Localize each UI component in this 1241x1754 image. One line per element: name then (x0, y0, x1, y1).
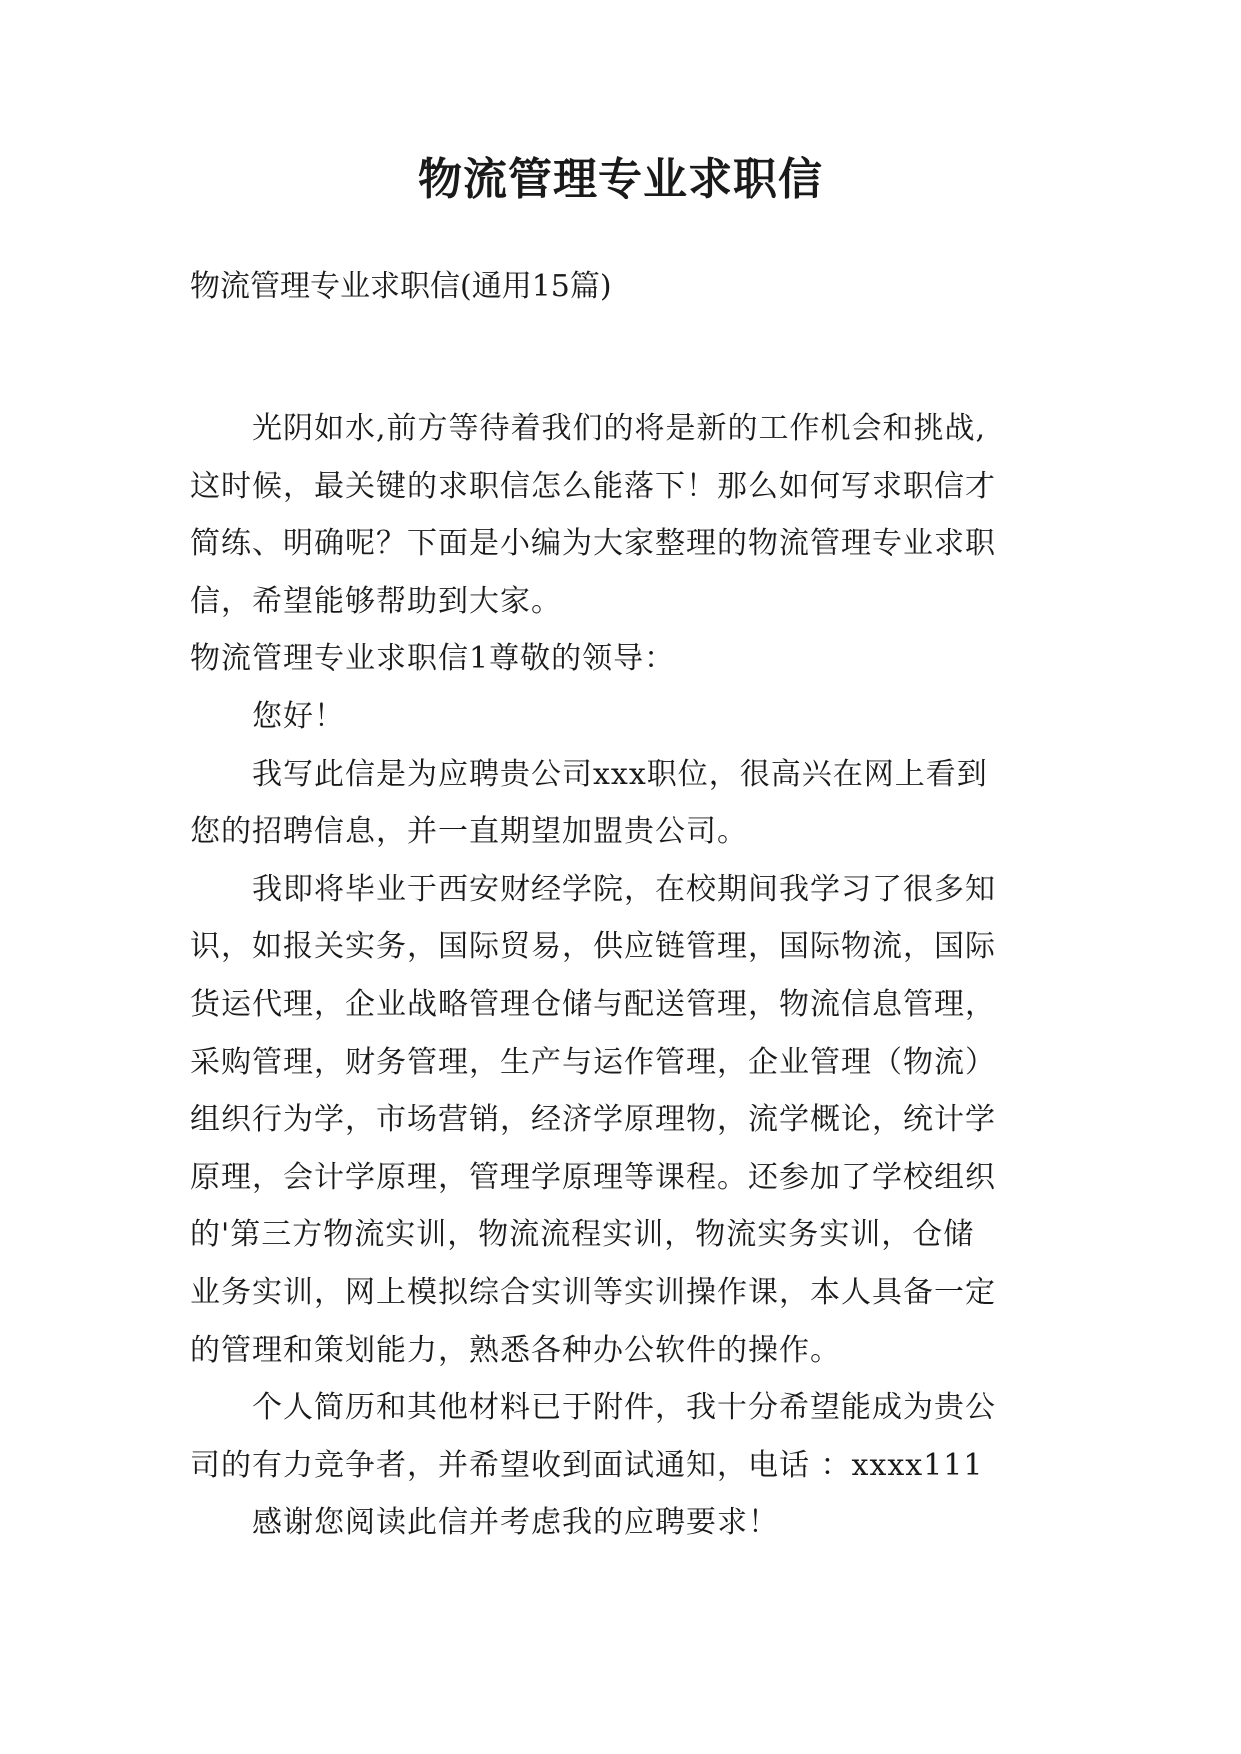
paragraph-line: 组织行为学，市场营销，经济学原理物，流学概论，统计学 (190, 1102, 996, 1138)
greeting-paragraph (190, 688, 1050, 746)
document-title: 物流管理专业求职信 (418, 154, 823, 205)
paragraph-2 (190, 861, 1050, 1379)
paragraph-line: 识，如报关实务，国际贸易，供应链管理，国际物流，国际 (190, 929, 996, 965)
paragraph-line: 的'第三方物流实训，物流流程实训，物流实务实训，仓储 (190, 1217, 975, 1253)
paragraph-line: 的管理和策划能力，熟悉各种办公软件的操作。 (190, 1332, 841, 1368)
letter-heading (190, 630, 1050, 688)
intro-line: 光阴如水,前方等待着我们的将是新的工作机会和挑战, (252, 411, 987, 446)
intro-line: 简练、明确呢？下面是小编为大家整理的物流管理专业求职 (190, 526, 996, 562)
paragraph-1 (190, 746, 1050, 861)
paragraph-3 (190, 1379, 1050, 1494)
paragraph-line: 货运代理，企业战略管理仓储与配送管理，物流信息管理， (190, 986, 996, 1022)
greeting-text: 您好！ (252, 698, 345, 734)
document-body (190, 400, 1050, 1552)
paragraph-line: 司的有力竞争者，并希望收到面试通知，电话 ：xxxx111 (190, 1447, 984, 1483)
document-subtitle: 物流管理专业求职信(通用15篇) (190, 269, 612, 304)
intro-paragraph (190, 400, 1050, 630)
paragraph-line: 采购管理，财务管理，生产与运作管理，企业管理（物流） (190, 1044, 996, 1080)
paragraph-line: 您的招聘信息，并一直期望加盟贵公司。 (190, 814, 748, 850)
paragraph-line: 我即将毕业于西安财经学院，在校期间我学习了很多知 (252, 871, 996, 907)
paragraph-line: 业务实训，网上模拟综合实训等实训操作课，本人具备一定 (190, 1274, 996, 1310)
intro-line: 信，希望能够帮助到大家。 (190, 583, 562, 619)
closing-text: 感谢您阅读此信并考虑我的应聘要求！ (252, 1505, 779, 1541)
paragraph-line: 个人简历和其他材料已于附件，我十分希望能成为贵公 (252, 1390, 996, 1426)
letter-heading-text: 物流管理专业求职信1尊敬的领导： (190, 641, 676, 677)
closing-paragraph (190, 1494, 1050, 1552)
paragraph-line: 我写此信是为应聘贵公司xxx职位，很高兴在网上看到 (252, 756, 988, 792)
intro-line: 这时候，最关键的求职信怎么能落下！那么如何写求职信才 (190, 468, 996, 504)
paragraph-line: 原理，会计学原理，管理学原理等课程。还参加了学校组织 (190, 1159, 996, 1195)
